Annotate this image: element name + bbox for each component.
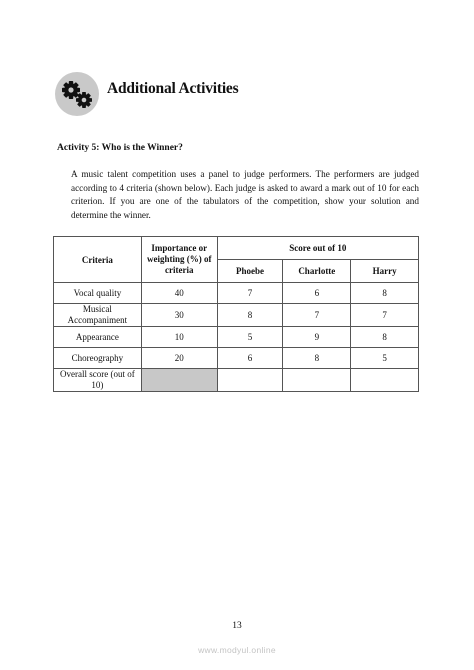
score-cell: 7 [351,304,419,327]
watermark: www.modyul.online [198,645,276,655]
score-header: Score out of 10 [217,237,418,260]
overall-score-row [54,369,419,392]
criterion-cell: Appearance [54,327,142,348]
shaded-cell [141,369,217,392]
score-cell: 8 [351,283,419,304]
score-table [53,236,419,392]
score-cell: 6 [217,348,283,369]
weight-cell: 10 [141,327,217,348]
criterion-cell: Choreography [54,348,142,369]
table-header-row [54,237,419,260]
score-cell: 8 [217,304,283,327]
page-number: 13 [232,621,242,631]
performer-header-charlotte: Charlotte [283,260,351,283]
score-cell: 8 [283,348,351,369]
performer-header-harry: Harry [351,260,419,283]
table-row [54,348,419,369]
overall-score-label: Overall score (out of 10) [54,369,142,392]
weight-cell: 20 [141,348,217,369]
activity-instructions: A music talent competition uses a panel to judge performers. The performers are judged according to 4 criteria (shown below). Each judge is asked to award a mark out of 10 for each criterion. If you are one of the tabulators of the competition, show your solution and determine the winner. [71,169,419,220]
table-row [54,304,419,327]
score-cell: 8 [351,327,419,348]
answer-cell [351,369,419,392]
weight-cell: 30 [141,304,217,327]
activity-title: Activity 5: Who is the Winner? [57,143,183,153]
gears-icon [55,72,99,116]
answer-cell [283,369,351,392]
criterion-cell: Musical Accompaniment [54,304,142,327]
score-cell: 6 [283,283,351,304]
score-cell: 9 [283,327,351,348]
criterion-cell: Vocal quality [54,283,142,304]
score-cell: 5 [217,327,283,348]
table-row [54,283,419,304]
criteria-header: Criteria [54,237,142,283]
weight-cell: 40 [141,283,217,304]
table-row [54,327,419,348]
performer-header-phoebe: Phoebe [217,260,283,283]
score-cell: 7 [217,283,283,304]
score-cell: 5 [351,348,419,369]
answer-cell [217,369,283,392]
score-cell: 7 [283,304,351,327]
section-title: Additional Activities [107,80,239,97]
importance-header: Importance or weighting (%) of criteria [141,237,217,283]
